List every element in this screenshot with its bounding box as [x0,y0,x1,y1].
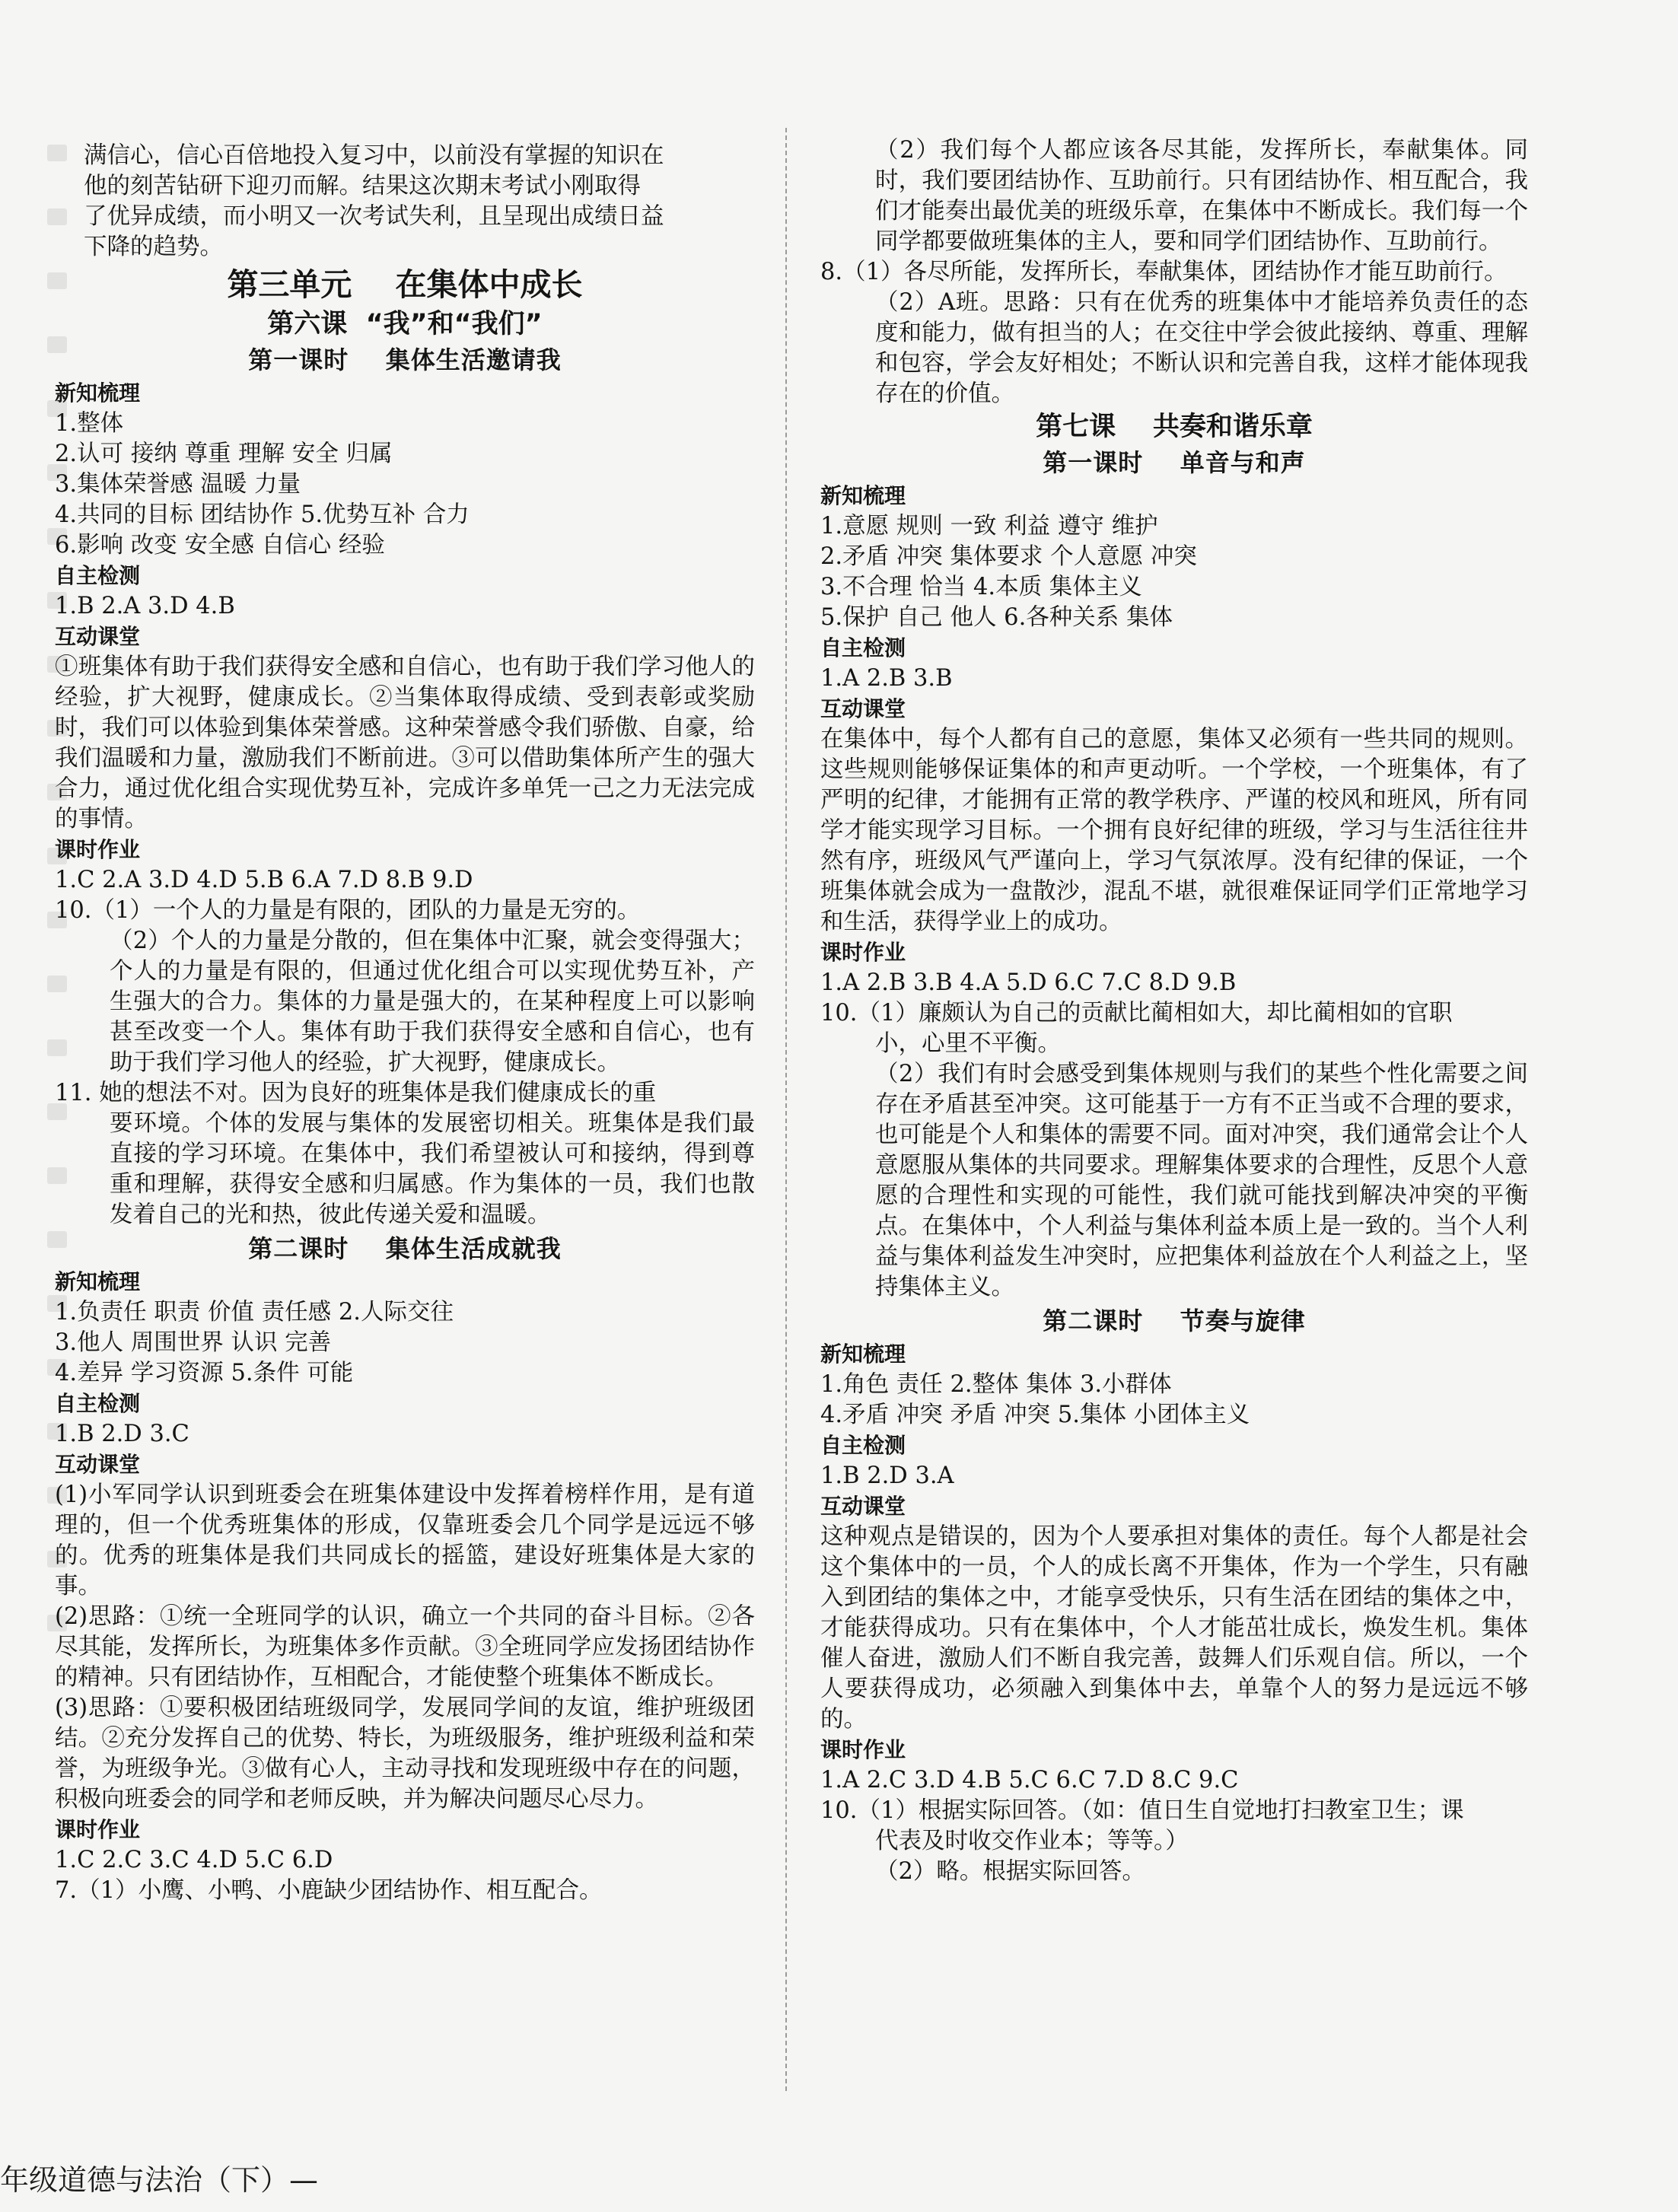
answer-paragraph: 在集体中，每个人都有自己的意愿，集体又必须有一些共同的规则。这些规则能够保证集体的和声更动听。一个学校，一个班集体，有了严明的纪律，才能拥有正常的教学秩序、严谨的校风和班风，所有同学才能实现学习目标。一个拥有良好纪律的班级，学习与生活往往井然有序，班级风气严谨向上，学习气氛浓厚。没有纪律的保证，一个班集体就会成为一盘散沙，混乱不堪，就很难保证同学们正常地学习和生活，获得学业上的成功。 [820,726,1528,935]
answer-line: 1.整体 [55,410,124,437]
answer-line: 1.B 2.A 3.D 4.B [55,593,235,619]
section-heading: 自主检测 [55,1391,141,1416]
section-heading: 新知梳理 [820,1342,906,1367]
intro-line: 满信心，信心百倍地投入复习中，以前没有掌握的知识在 [84,142,664,169]
intro-line: 下降的趋势。 [84,234,223,260]
answer-paragraph: (3)思路：①要积极团结班级同学，发展同学间的友谊，维护班级团结。②充分发挥自己的优势、特长，为班级服务，维护班级利益和荣誉，为班级争光。③做有心人，主动寻找和发现班级中存在的问题，积极向班委会的同学和老师反映，并为解决问题尽心尽力。 [55,1695,755,1813]
section-heading: 新知梳理 [55,380,141,406]
section-heading: 课时作业 [820,940,906,965]
section-heading: 课时作业 [55,1817,141,1842]
answer-line: 7.（1）小鹰、小鸭、小鹿缺少团结协作、相互配合。 [55,1877,603,1904]
section-heading: 互动课堂 [55,1452,141,1477]
answer-line: 代表及时收交作业本；等等。） [875,1828,1189,1854]
section-heading: 互动课堂 [820,1494,906,1519]
answer-line: 3.集体荣誉感 温暖 力量 [55,471,301,498]
answer-line: 1.负责任 职责 价值 责任感 2.人际交往 [55,1299,454,1326]
answer-paragraph: （2）我们每个人都应该各尽其能，发挥所长，奉献集体。同时，我们要团结协作、互助前行。只有团结协作、相互配合，我们才能奏出最优美的班级乐章，在集体中不断成长。我们每一个同学都要做班集体的主人，要和同学们团结协作、互助前行。 [875,137,1528,255]
lesson-title: 第六课 “我”和“我们” [267,309,543,339]
unit-title: 第三单元 在集体中成长 [227,266,583,303]
section-heading: 课时作业 [820,1737,906,1762]
answer-line: 3.不合理 恰当 4.本质 集体主义 [820,574,1142,600]
period-title: 第一课时 集体生活邀请我 [248,345,562,374]
section-heading: 自主检测 [820,1433,906,1458]
column-divider [785,128,787,2091]
answer-line: 1.角色 责任 2.整体 集体 3.小群体 [820,1371,1172,1398]
answer-line: 1.C 2.A 3.D 4.D 5.B 6.A 7.D 8.B 9.D [55,867,473,893]
answer-line: 小，心里不平衡。 [875,1030,1061,1057]
answer-paragraph: (2)思路：①统一全班同学的认识，确立一个共同的奋斗目标。②各尽其能，发挥所长，为班集体多作贡献。③全班同学应发扬团结协作的精神。只有团结协作，互相配合，才能使整个班集体不断成长。 [55,1603,755,1691]
answer-paragraph: 8.（1）各尽所能，发挥所长，奉献集体，团结协作才能互助前行。 [820,259,1508,285]
answer-line: 10.（1）一个人的力量是有限的，团队的力量是无穷的。 [55,897,641,924]
answer-line: 2.认可 接纳 尊重 理解 安全 归属 [55,441,393,467]
answer-line: 4.矛盾 冲突 矛盾 冲突 5.集体 小团体主义 [820,1402,1250,1428]
period-title: 第一课时 单音与和声 [1043,448,1306,477]
answer-line: 1.意愿 规则 一致 利益 遵守 维护 [820,513,1158,539]
section-heading: 互动课堂 [55,624,141,649]
answer-line: 6.影响 改变 安全感 自信心 经验 [55,532,385,559]
answer-line: 1.B 2.D 3.C [55,1421,189,1447]
answer-paragraph: ①班集体有助于我们获得安全感和自信心，也有助于我们学习他人的经验，扩大视野，健康成长。②当集体取得成绩、受到表彰或奖励时，我们可以体验到集体荣誉感。这种荣誉感令我们骄傲、自豪，给我们温暖和力量，激励我们不断前进。③可以借助集体所产生的强大合力，通过优化组合实现优势互补，完成许多单凭一己之力无法完成的事情。 [55,654,755,832]
answer-line: 11. 她的想法不对。因为良好的班集体是我们健康成长的重 [55,1080,657,1106]
answer-line: 1.C 2.C 3.C 4.D 5.C 6.D [55,1847,333,1873]
left-column [55,141,755,1906]
answer-paragraph: （2）个人的力量是分散的，但在集体中汇聚，就会变得强大；个人的力量是有限的，但通过优化组合可以实现优势互补，产生强大的合力。集体的力量是强大的，在某种程度上可以影响甚至改变一个人。集体有助于我们获得安全感和自信心，也有助于我们学习他人的经验，扩大视野，健康成长。 [110,928,755,1076]
section-heading: 自主检测 [820,635,906,660]
right-column [820,135,1528,1887]
answer-line: 10.（1）根据实际回答。（如：值日生自觉地打扫教室卫生；课 [820,1797,1464,1824]
answer-line: 2.矛盾 冲突 集体要求 个人意愿 冲突 [820,543,1197,570]
section-heading: 自主检测 [55,563,141,588]
answer-paragraph: （2）我们有时会感受到集体规则与我们的某些个性化需要之间存在矛盾甚至冲突。这可能基于一方有不正当或不合理的要求，也可能是个人和集体的需要不同。面对冲突，我们通常会让个人意愿服从集体的共同要求。理解集体要求的合理性，反思个人意愿的合理性和实现的可能性，我们就可能找到解决冲突的平衡点。在集体中，个人利益与集体利益本质上是一致的。当个人利益与集体利益发生冲突时，应把集体利益放在个人利益之上，坚持集体主义。 [875,1061,1528,1300]
intro-line: 了优异成绩，而小明又一次考试失利，且呈现出成绩日益 [84,203,664,230]
period-title: 第二课时 集体生活成就我 [248,1234,562,1263]
intro-line: 他的刻苦钻研下迎刃而解。结果这次期末考试小刚取得 [84,173,641,199]
answer-line: 3.他人 周围世界 认识 完善 [55,1329,332,1356]
section-heading: 新知梳理 [820,483,906,508]
answer-line: 1.A 2.B 3.B 4.A 5.D 6.C 7.C 8.D 9.B [820,969,1237,996]
period-title: 第二课时 节奏与旋律 [1043,1307,1306,1335]
answer-line: 1.B 2.D 3.A [820,1462,954,1489]
answer-line: 4.共同的目标 团结协作 5.优势互补 合力 [55,501,470,528]
answer-line: 1.A 2.B 3.B [820,665,953,692]
page-footer: 年级道德与法治（下）— [0,2163,319,2197]
section-heading: 互动课堂 [820,696,906,721]
section-heading: 新知梳理 [55,1269,141,1294]
answer-line: 4.差异 学习资源 5.条件 可能 [55,1360,354,1386]
section-heading: 课时作业 [55,837,141,862]
answer-line: 5.保护 自己 他人 6.各种关系 集体 [820,604,1173,631]
answer-paragraph: (1)小军同学认识到班委会在班集体建设中发挥着榜样作用，是有道理的，但一个优秀班集体的形成，仅靠班委会几个同学是远远不够的。优秀的班集体是我们共同成长的摇篮，建设好班集体是大家的事。 [55,1482,755,1599]
answer-line: 10.（1）廉颇认为自己的贡献比蔺相如大，却比蔺相如的官职 [820,1000,1453,1026]
answer-paragraph: （2）A班。思路：只有在优秀的班集体中才能培养负责任的态度和能力，做有担当的人；在交往中学会彼此接纳、尊重、理解和包容，学会友好相处；不断认识和完善自我，这样才能体现我存在的价值。 [875,289,1528,407]
answer-line: （2）略。根据实际回答。 [875,1858,1145,1885]
lesson-title: 第七课 共奏和谐乐章 [1036,412,1313,442]
answer-paragraph: 这种观点是错误的，因为个人要承担对集体的责任。每个人都是社会这个集体中的一员，个人的成长离不开集体，作为一个学生，只有融入到团结的集体之中，才能享受快乐，只有生活在团结的集体之中，才能获得成功。只有在集体中，个人才能茁壮成长，焕发生机。集体催人奋进，激励人们不断自我完善，鼓舞人们乐观自信。所以，一个人要获得成功，必须融入到集体中去，单靠个人的努力是远远不够的。 [820,1523,1528,1733]
answer-line: 1.A 2.C 3.D 4.B 5.C 6.C 7.D 8.C 9.C [820,1767,1239,1793]
answer-paragraph: 要环境。个体的发展与集体的发展密切相关。班集体是我们最直接的学习环境。在集体中，我们希望被认可和接纳，得到尊重和理解，获得安全感和归属感。作为集体的一员，我们也散发着自己的光和热，彼此传递关爱和温暖。 [110,1110,755,1228]
